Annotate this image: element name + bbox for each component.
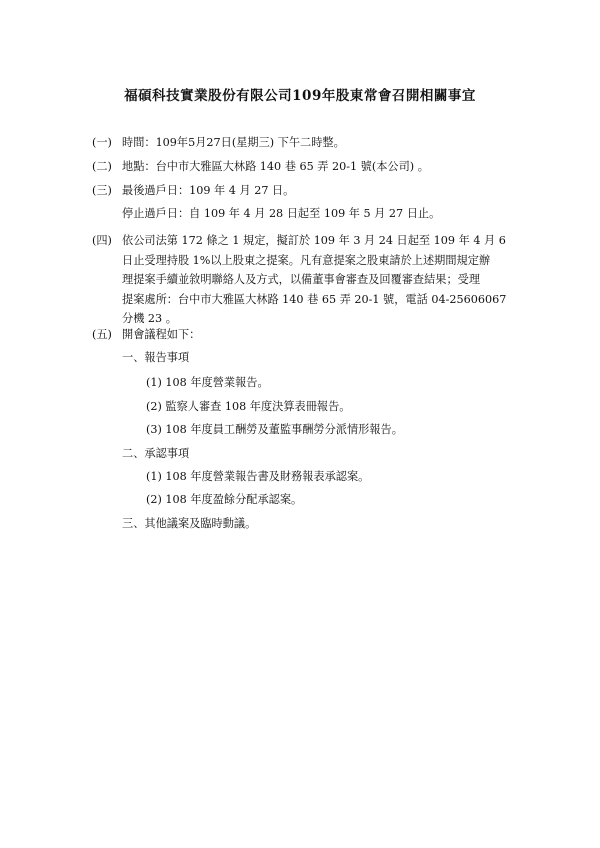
- paragraph-line: 提案處所：台中市大雅區大林路 140 巷 65 弄 20-1 號，電話 04-25606067: [122, 292, 507, 306]
- item-number: (四): [92, 234, 112, 247]
- paragraph-line: 理提案手續並敘明聯絡人及方式，以備董事會審查及回覆審查結果；受理: [122, 273, 481, 287]
- agenda-report-item: (2) 監察人審查 108 年度決算表冊報告。: [146, 400, 351, 413]
- item-text: 地點：台中市大雅區大林路 140 巷 65 弄 20-1 號(本公司) 。: [122, 160, 429, 173]
- proposal-paragraph: [122, 231, 522, 329]
- paragraph-line: 日止受理持股 1%以上股東之提案。凡有意提案之股東請於上述期間規定辦: [122, 253, 491, 267]
- document-title: 福碩科技實業股份有限公司109年股東常會召開相關事宜: [124, 88, 476, 104]
- item-number: (五): [92, 328, 112, 341]
- book-closure-period: 停止過戶日：自 109 年 4 月 28 日起至 109 年 5 月 27 日止。: [122, 207, 441, 220]
- agenda-report-item: (3) 108 年度員工酬勞及董監事酬勞分派情形報告。: [146, 423, 403, 436]
- item-agenda: [92, 325, 522, 344]
- agenda-other-heading: 三、其他議案及臨時動議。: [122, 517, 257, 530]
- paragraph-line: 分機 23 。: [122, 312, 177, 326]
- item-last-transfer-date: [92, 181, 522, 200]
- paragraph-line: 依公司法第 172 條之 1 規定，擬訂於 109 年 3 月 24 日起至 109 年 4 月 6: [122, 234, 506, 247]
- item-location: [92, 157, 522, 176]
- item-number: (三): [92, 184, 112, 197]
- agenda-ratify-item: (2) 108 年度盈餘分配承認案。: [146, 493, 303, 506]
- agenda-report-heading: 一、報告事項: [122, 351, 190, 364]
- item-text: 最後過戶日：109 年 4 月 27 日。: [122, 184, 295, 197]
- agenda-ratify-item: (1) 108 年度營業報告書及財務報表承認案。: [146, 470, 370, 483]
- item-time: [92, 133, 522, 152]
- item-number: (一): [92, 136, 112, 149]
- agenda-report-item: (1) 108 年度營業報告。: [146, 376, 269, 389]
- item-text: 時間：109年5月27日(星期三) 下午二時整。: [122, 136, 345, 149]
- item-number: (二): [92, 160, 112, 173]
- item-text: 開會議程如下：: [122, 328, 201, 341]
- agenda-ratify-heading: 二、承認事項: [122, 447, 190, 460]
